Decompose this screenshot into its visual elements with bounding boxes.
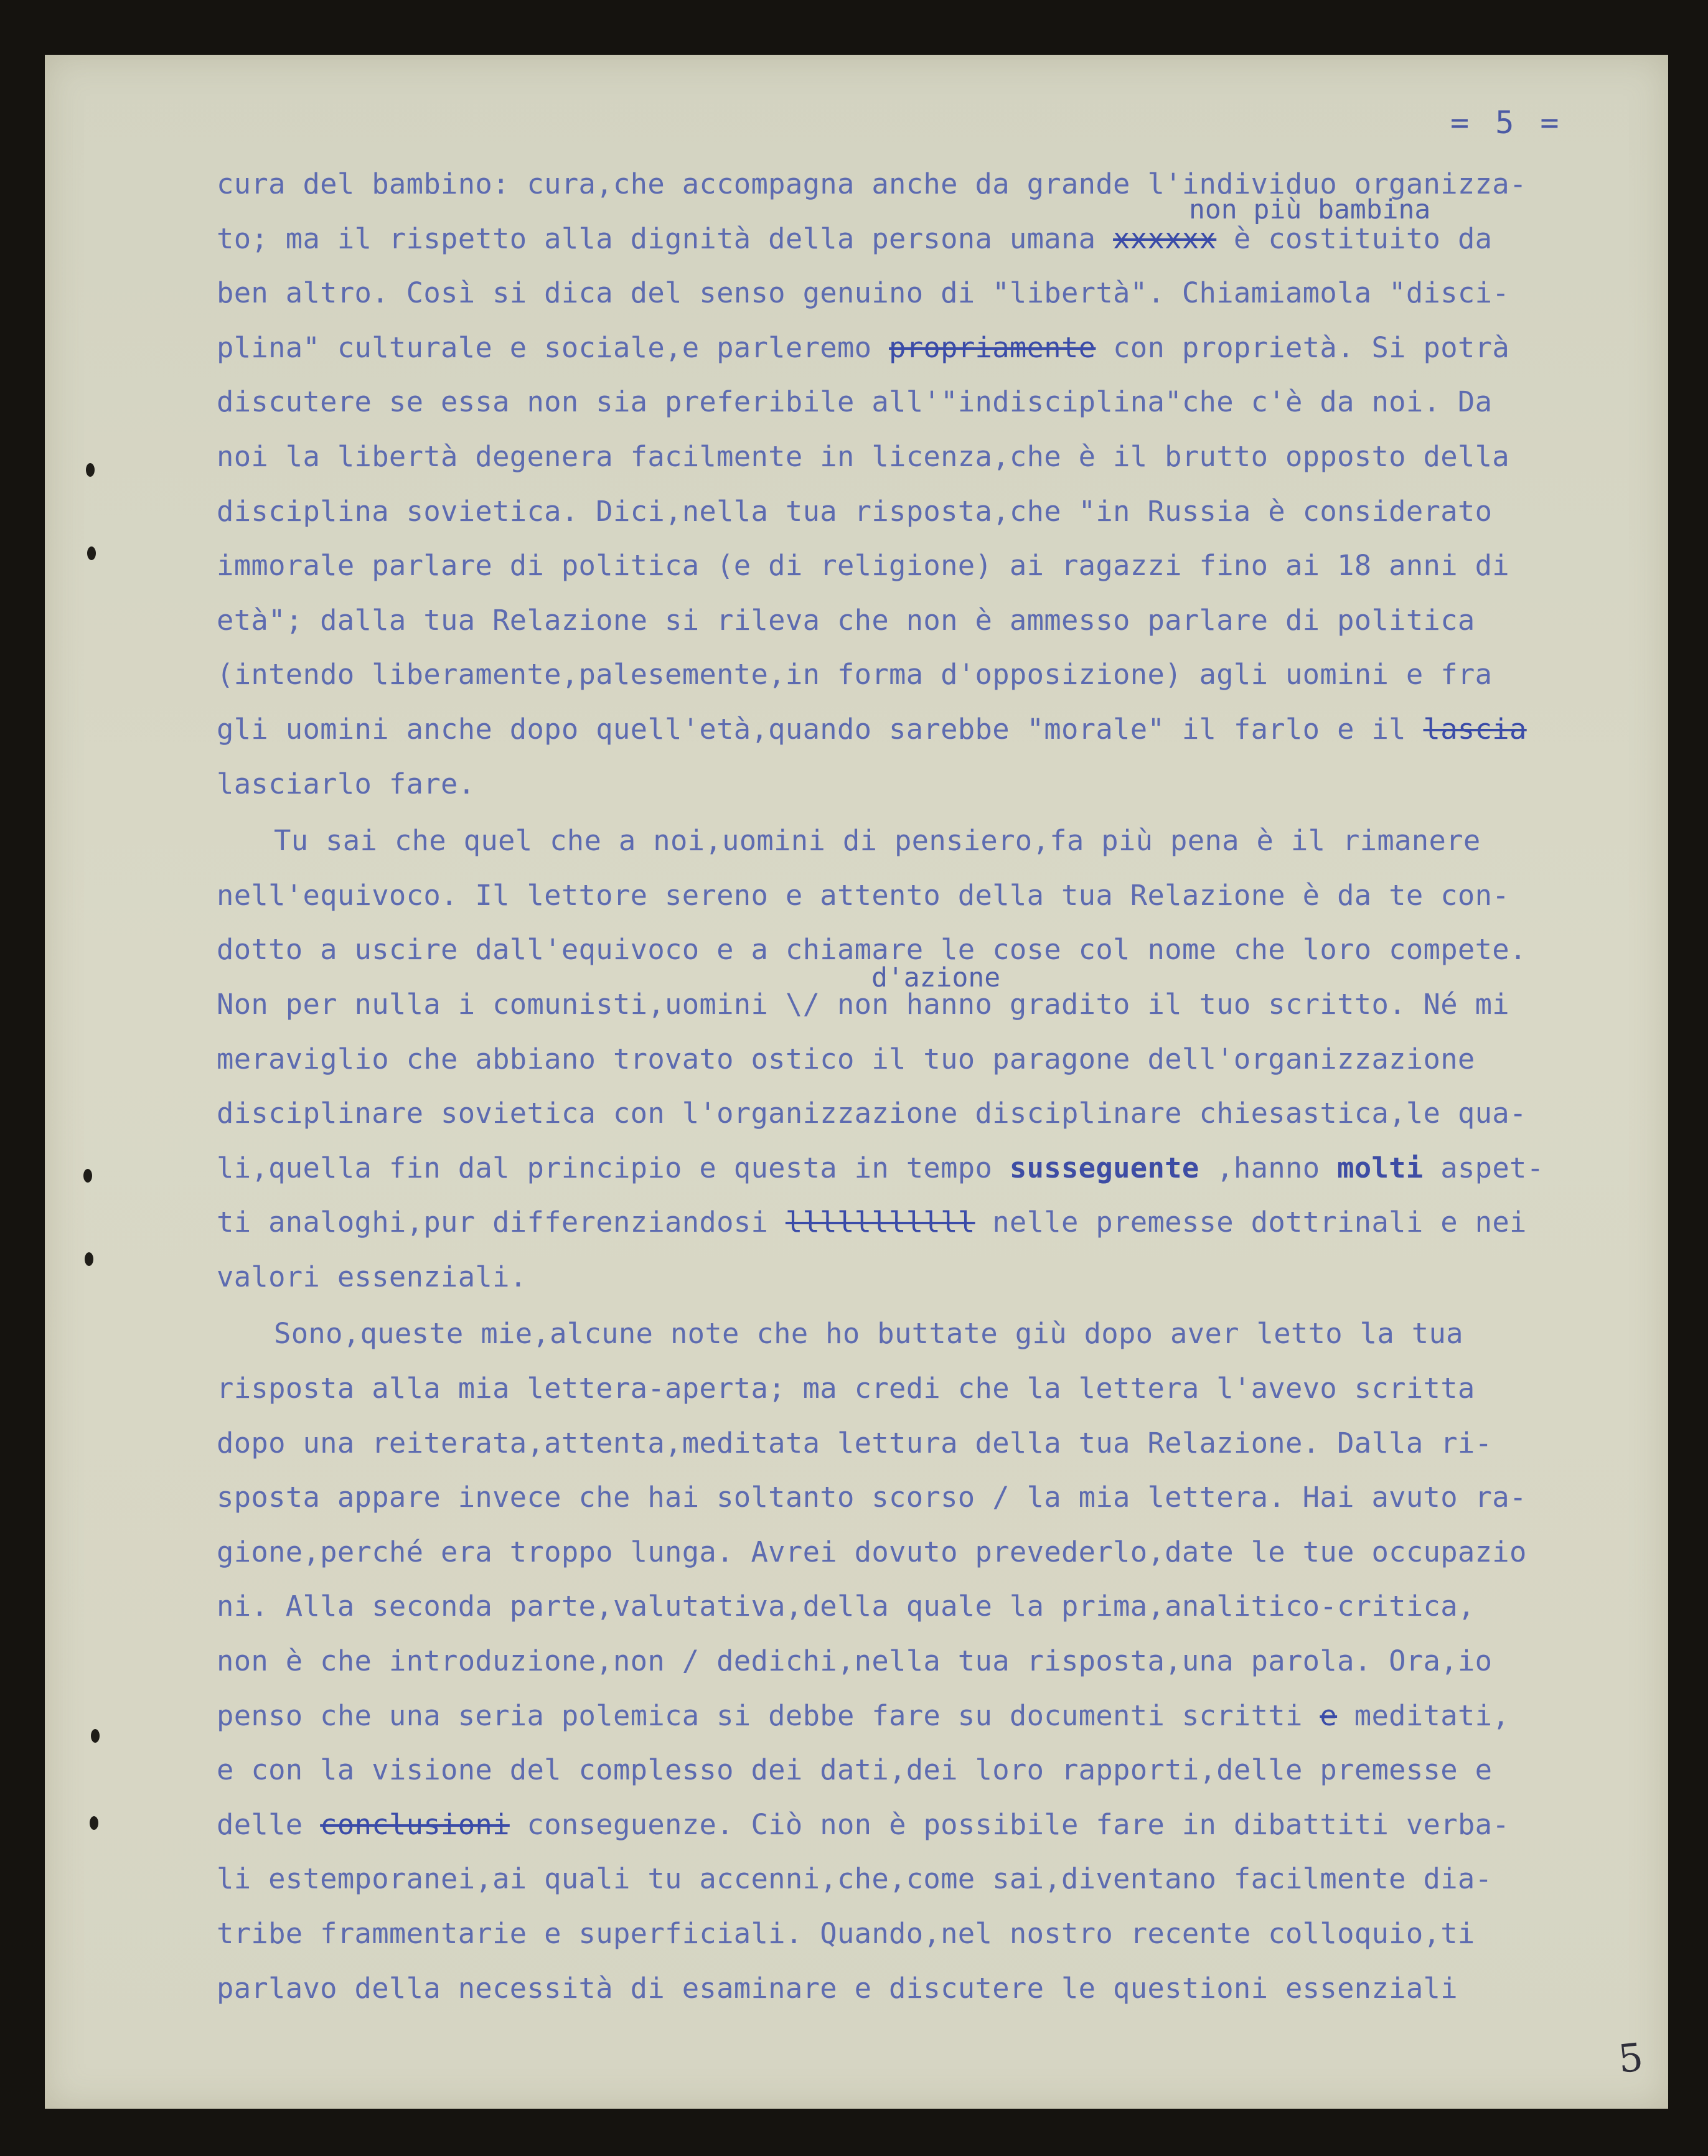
text-line: risposta alla mia lettera-aperta; ma credi che la lettera l'avevo scritta (217, 1372, 1475, 1405)
text-line: lasciarlo fare. (217, 767, 476, 800)
text-line: nell'equivoco. Il lettore sereno e attento della tua Relazione è da te con- (217, 878, 1509, 912)
paragraph-first-line: Tu sai che quel che a noi,uomini di pensiero,fa più pena è il rimanere (274, 824, 1481, 858)
binder-hole-mark (86, 463, 95, 477)
binder-hole-mark (85, 1252, 93, 1266)
binder-hole-mark (87, 546, 96, 560)
binder-hole-mark (90, 1816, 98, 1830)
paragraph-first-line: Sono,queste mie,alcune note che ho buttate giù dopo aver letto la tua (274, 1317, 1463, 1351)
text-line: età"; dalla tua Relazione si rileva che non è ammesso parlare di politica (217, 603, 1475, 637)
binder-hole-mark (83, 1169, 92, 1183)
text-line: gli uomini anche dopo quell'età,quando sarebbe "morale" il farlo e il lascia (217, 712, 1527, 746)
text-line: ti analoghi,pur differenziandosi lllllllllll nelle premesse dottrinali e nei (217, 1206, 1527, 1239)
struck-out-text: xxxxxx (1113, 222, 1217, 255)
text-line: dopo una reiterata,attenta,meditata lettura della tua Relazione. Dalla ri- (217, 1426, 1493, 1460)
struck-out-text: conclusioni (320, 1807, 510, 1841)
text-line: immorale parlare di politica (e di religione) ai ragazzi fino ai 18 anni di (217, 549, 1509, 583)
page-number-header: = 5 = (1450, 105, 1563, 141)
typed-letter-body (217, 157, 1673, 2015)
text-line: Non per nulla i comunisti,uomini \/ non hanno gradito il tuo scritto. Né mi (217, 987, 1509, 1021)
text-line: dotto a uscire dall'equivoco e a chiamare le cose col nome che loro compete. (217, 933, 1527, 967)
text-line: meraviglio che abbiano trovato ostico il tuo paragone dell'organizzazione (217, 1042, 1475, 1076)
text-line: plina" culturale e sociale,e parleremo propriamente con proprietà. Si potrà (217, 330, 1510, 364)
text-line: e con la visione del complesso dei dati,dei loro rapporti,delle premesse e (217, 1753, 1493, 1787)
text-line: disciplinare sovietica con l'organizzazione disciplinare chiesastica,le qua- (217, 1097, 1527, 1130)
overtyped-text: susseguente (1009, 1151, 1199, 1184)
text-line: li estemporanei,ai quali tu accenni,che,come sai,diventano facilmente dia- (217, 1862, 1493, 1896)
text-line: to; ma il rispetto alla dignità della persona umana xxxxxx è costituito da (217, 222, 1493, 255)
text-line: discutere se essa non sia preferibile all'"indisciplina"che c'è da noi. Da (217, 385, 1493, 419)
text-line: disciplina sovietica. Dici,nella tua risposta,che "in Russia è considerato (217, 494, 1493, 528)
struck-out-text: lllllllllll (785, 1206, 975, 1239)
text-line: parlavo della necessità di esaminare e discutere le questioni essenziali (217, 1971, 1458, 2005)
interlinear-insert-non-piu-bambina: non più bambina (1189, 194, 1431, 225)
text-line: ni. Alla seconda parte,valutativa,della quale la prima,analitico-critica, (217, 1590, 1475, 1623)
text-line: valori essenziali. (217, 1260, 527, 1293)
text-line: non è che introduzione,non / dedichi,nella tua risposta,una parola. Ora,io (217, 1644, 1493, 1678)
struck-out-text: lascia (1423, 712, 1527, 746)
text-line: sposta appare invece che hai soltanto scorso / la mia lettera. Hai avuto ra- (217, 1481, 1527, 1514)
struck-out-text: e (1320, 1699, 1338, 1732)
text-line: cura del bambino: cura,che accompagna anche da grande l'individuo organizza- (217, 167, 1527, 200)
text-line: penso che una seria polemica si debbe fare su documenti scritti e meditati, (217, 1699, 1510, 1732)
text-line: tribe frammentarie e superficiali. Quando,nel nostro recente colloquio,ti (217, 1917, 1475, 1950)
overtyped-text: molti (1337, 1151, 1424, 1184)
text-line: delle conclusioni conseguenze. Ciò non è possibile fare in dibattiti verba- (217, 1807, 1510, 1841)
binder-hole-mark (91, 1729, 100, 1743)
handwritten-page-number: 5 (1616, 2034, 1646, 2082)
text-line: ben altro. Così si dica del senso genuino di "libertà". Chiamiamola "disci- (217, 276, 1509, 310)
struck-out-text: propriamente (889, 330, 1096, 364)
text-line: noi la libertà degenera facilmente in licenza,che è il brutto opposto della (217, 439, 1509, 473)
text-line: li,quella fin dal principio e questa in tempo susseguente ,hanno molti aspet- (217, 1151, 1544, 1184)
text-line: gione,perché era troppo lunga. Avrei dovuto prevederlo,date le tue occupazio (217, 1535, 1527, 1568)
interlinear-insert-d-azione: d'azione (871, 962, 1001, 993)
text-line: (intendo liberamente,palesemente,in forma d'opposizione) agli uomini e fra (217, 658, 1493, 691)
